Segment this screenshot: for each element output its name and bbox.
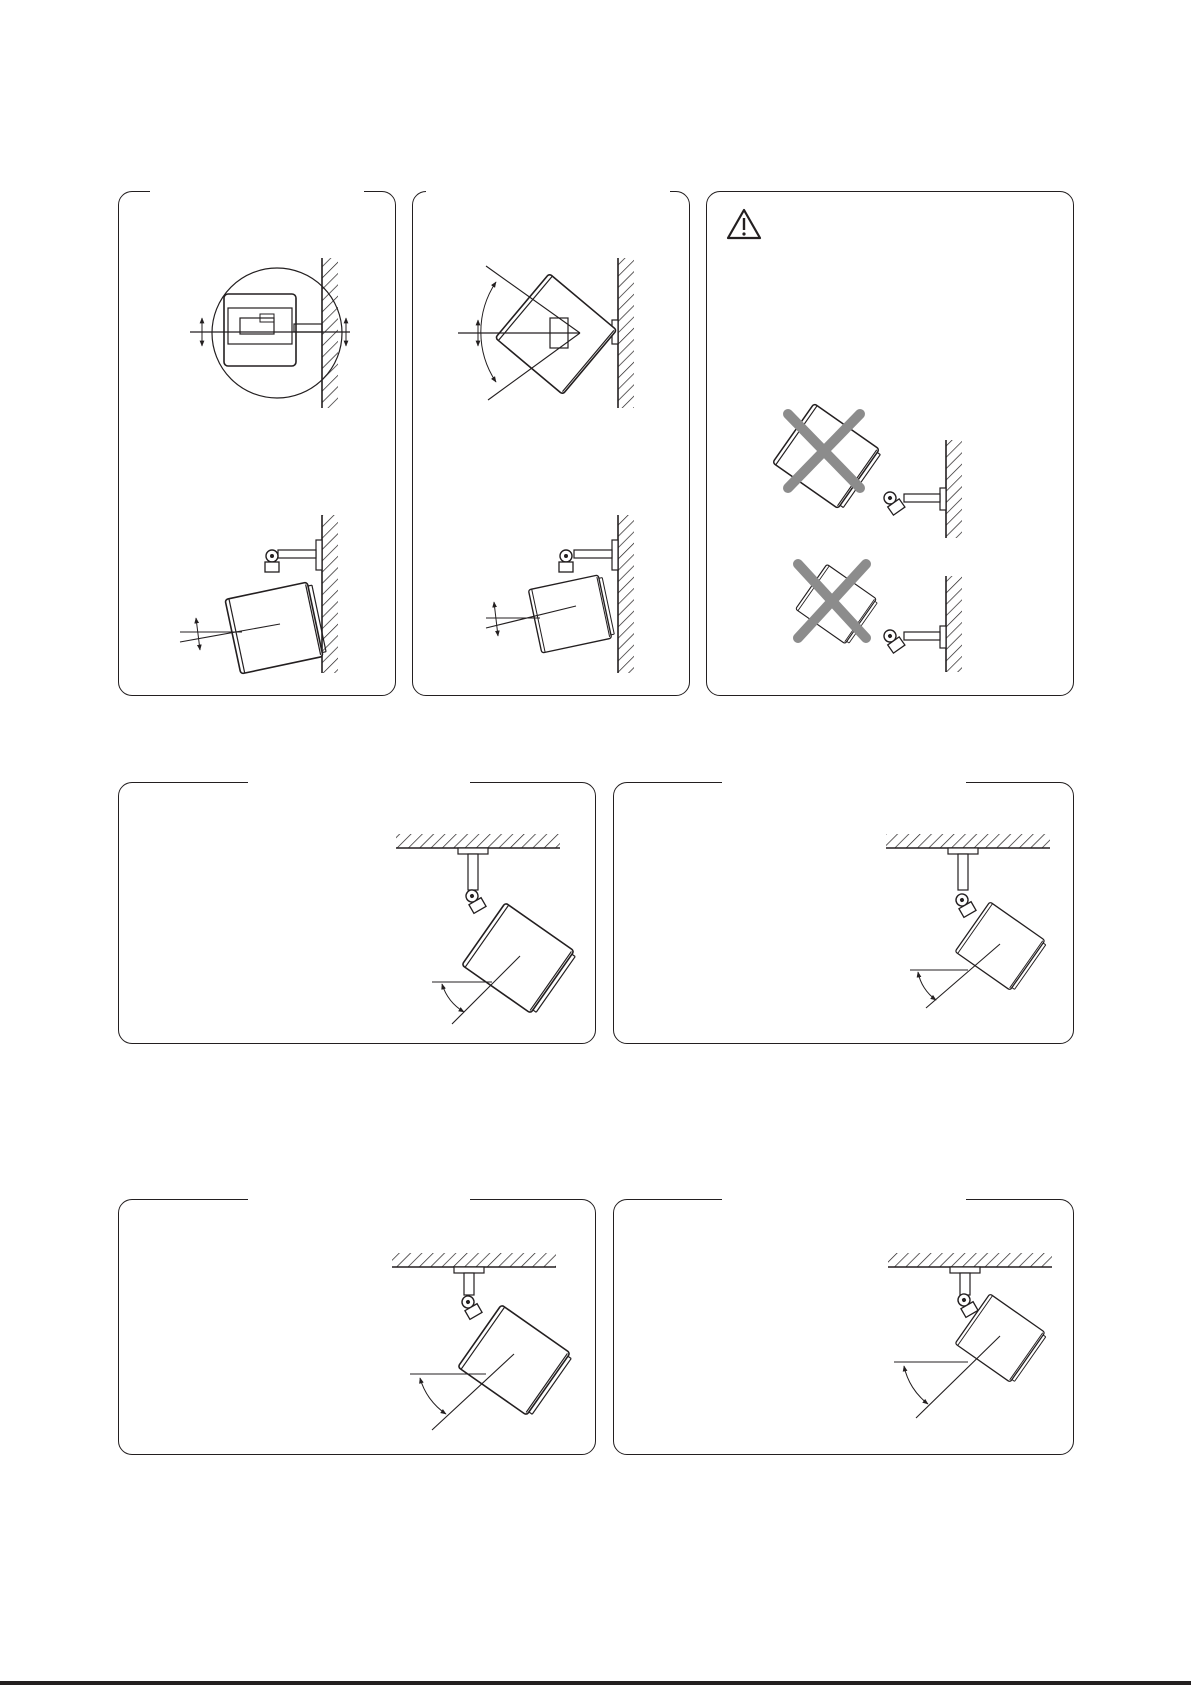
incorrect-mount-figure-2 [796, 564, 962, 672]
wall-rotation-bottom-figure [180, 515, 338, 674]
wall-swivel-bottom-figure [486, 515, 634, 673]
ceiling-mount-large-figure-b [392, 1253, 573, 1430]
ceiling-mount-small-figure-b [888, 1253, 1052, 1418]
warning-triangle-icon [728, 210, 760, 238]
page-bottom-rule [0, 1681, 1191, 1685]
incorrect-mount-figure-1 [773, 404, 962, 538]
ceiling-mount-small-figure-a [886, 834, 1050, 1008]
wall-rotation-top-figure [190, 258, 350, 408]
ceiling-mount-large-figure-a [396, 834, 577, 1024]
wall-swivel-top-figure [458, 258, 634, 408]
